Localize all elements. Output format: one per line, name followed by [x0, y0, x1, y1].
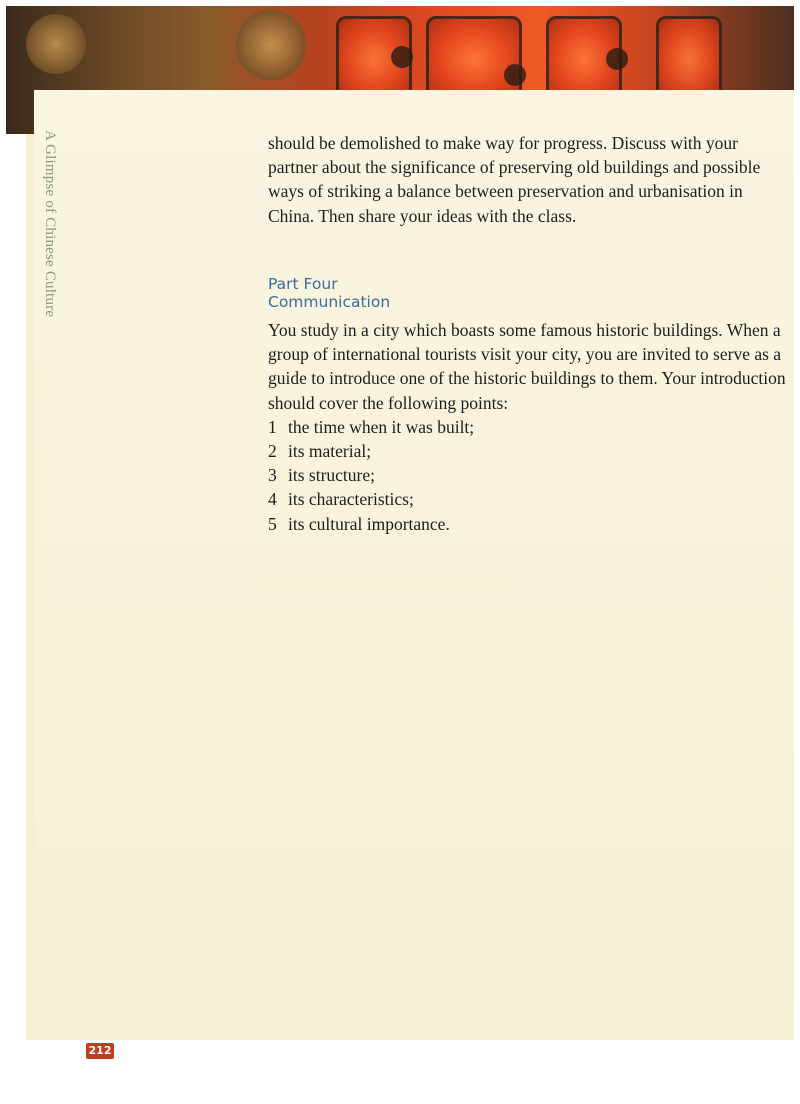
spine-title: A Glimpse of Chinese Culture: [42, 130, 58, 318]
knot-decoration: [504, 64, 526, 86]
list-item-number: 4: [268, 489, 277, 510]
list-item: [268, 439, 788, 463]
list-item-number: 3: [268, 465, 277, 486]
list-item-text: its material;: [288, 441, 372, 462]
page-edge-strip: [26, 134, 34, 1040]
communication-section: [268, 318, 788, 536]
page-body: [34, 90, 794, 1040]
ornament-decoration: [236, 10, 306, 80]
list-item-text: its characteristics;: [288, 489, 414, 510]
list-item-text: the time when it was built;: [288, 416, 475, 437]
list-item-number: 2: [268, 441, 277, 462]
list-item-number: 1: [268, 416, 277, 437]
list-item-text: its cultural importance.: [288, 513, 450, 534]
task-paragraph: You study in a city which boasts some famous historic buildings. When a group of international tourists visit your city, you are invited to serve as a guide to introduce one of the historic buildings to them. Your introduction should cover the following points:: [268, 320, 786, 413]
list-item: [268, 463, 788, 487]
points-list: [268, 415, 788, 536]
list-item: [268, 487, 788, 511]
intro-section: [268, 131, 788, 228]
ornament-decoration: [26, 14, 86, 74]
knot-decoration: [606, 48, 628, 70]
section-title: Communication: [268, 293, 391, 311]
list-item: [268, 415, 788, 439]
section-heading: [268, 275, 390, 311]
list-item-text: its structure;: [288, 465, 375, 486]
knot-decoration: [391, 46, 413, 68]
list-item-number: 5: [268, 513, 277, 534]
section-part-label: Part Four: [268, 275, 338, 293]
page-number-badge: 212: [86, 1043, 114, 1059]
intro-paragraph: should be demolished to make way for progress. Discuss with your partner about the significance of preserving old buildings and possible ways of striking a balance between preservation and urbanisation in China. Then share your ideas with the class.: [268, 133, 761, 226]
list-item: [268, 512, 788, 536]
